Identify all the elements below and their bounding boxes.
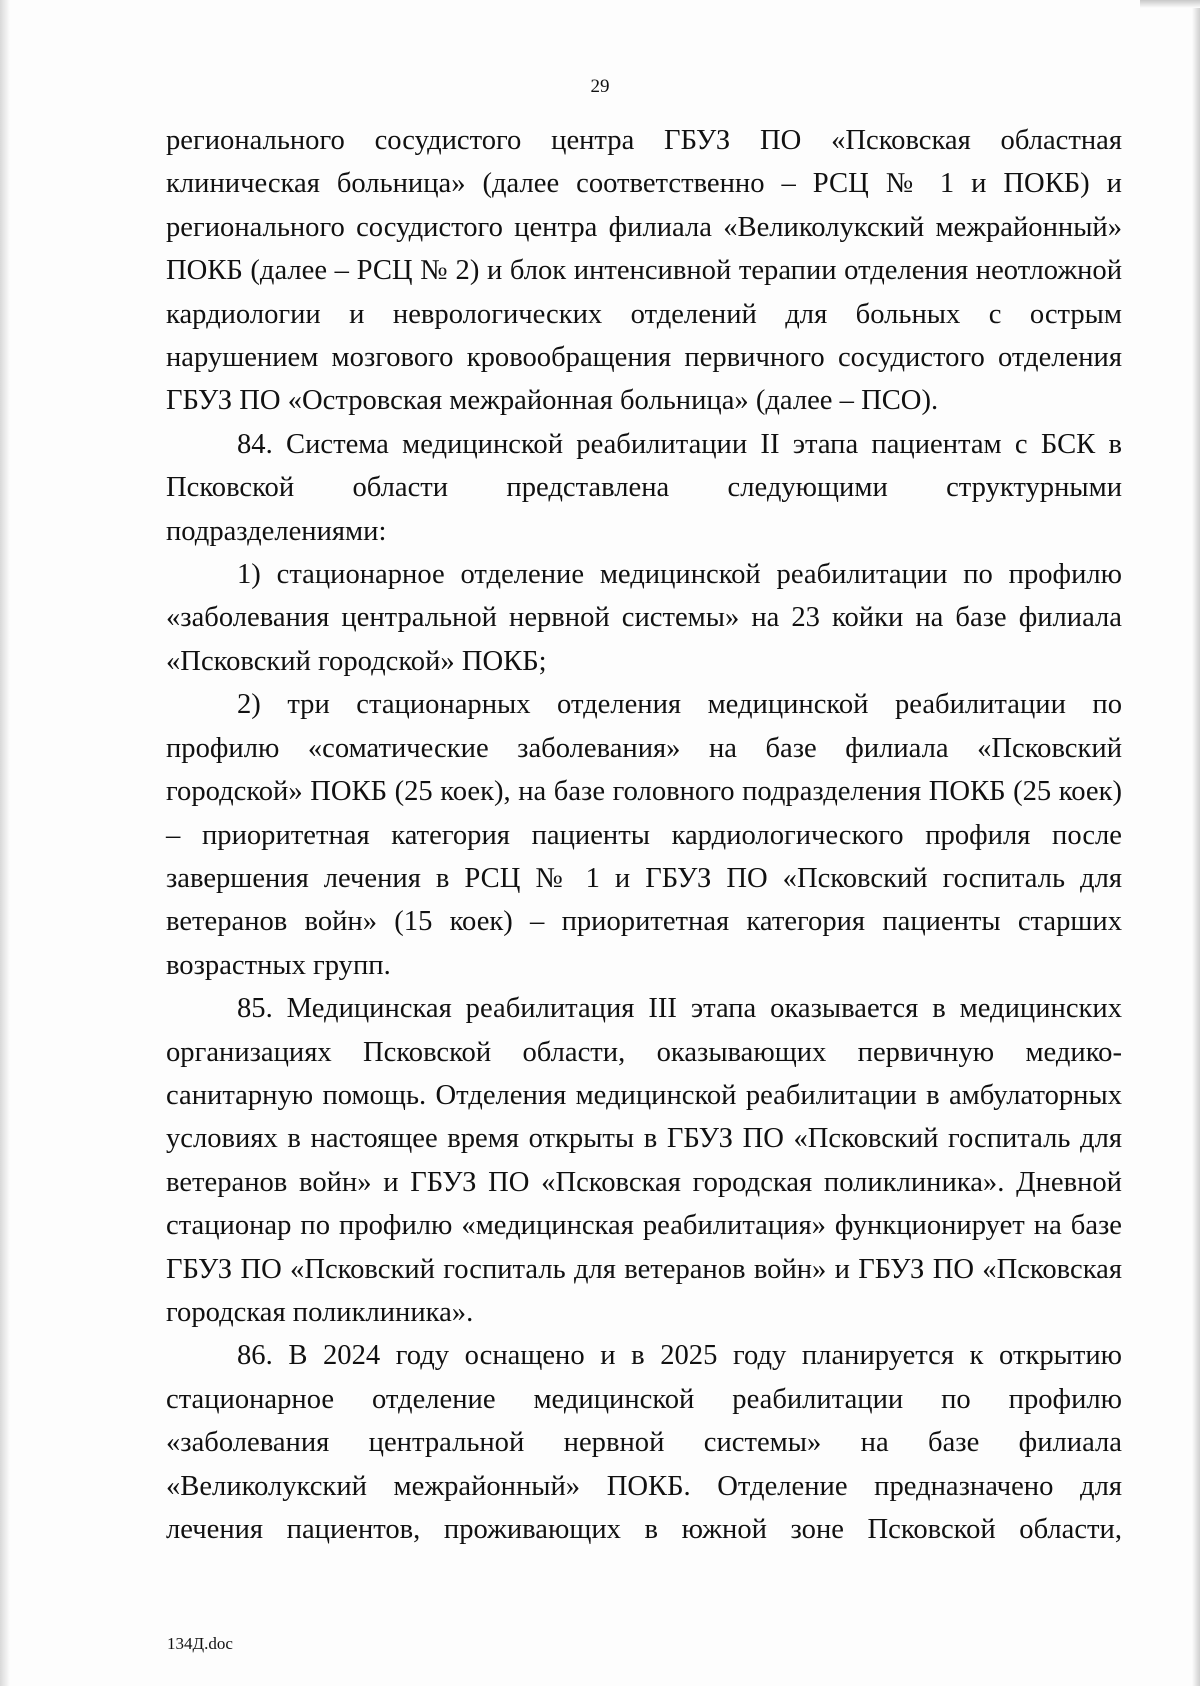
footer-filename: 134Д.doc: [167, 1634, 233, 1653]
document-body: [166, 119, 1122, 1551]
scan-edge-left: [0, 0, 10, 1686]
scan-edge-top: [1140, 0, 1200, 8]
paragraph-84: 84. Система медицинской реабилитации II этапа пациентам с БСК в Псковской области представлена следующими структурными подразделениями:: [166, 428, 1122, 547]
scan-edge-right: [1192, 0, 1200, 1686]
list-item-2: 2) три стационарных отделения медицинской реабилитации по профилю «соматические заболевания» на базе филиала «Псковский городской» ПОКБ (25 коек), на базе головного подразделения ПОКБ (25 коек) – приоритетная категория пациенты кардиологического профиля после завершения лечения в РСЦ № 1 и ГБУЗ ПО «Псковский госпиталь для ветеранов войн» (15 коек) – приоритетная категория пациенты старших возрастных групп.: [166, 689, 1122, 981]
paragraph-85: 85. Медицинская реабилитация III этапа оказывается в медицинских организациях Псковской области, оказывающих первичную медико-санитарную помощь. Отделения медицинской реабилитации в амбулаторных условиях в настоящее время открыты в ГБУЗ ПО «Псковский госпиталь для ветеранов войн» и ГБУЗ ПО «Псковская городская поликлиника». Дневной стационар по профилю «медицинская реабилитация» функционирует на базе ГБУЗ ПО «Псковский госпиталь для ветеранов войн» и ГБУЗ ПО «Псковская городская поликлиника».: [166, 993, 1122, 1328]
list-item-1: 1) стационарное отделение медицинской реабилитации по профилю «заболевания центральной нервной системы» на 23 койки на базе филиала «Псковский городской» ПОКБ;: [166, 559, 1122, 677]
paragraph-86: 86. В 2024 году оснащено и в 2025 году планируется к открытию стационарное отделение медицинской реабилитации по профилю «заболевания центральной нервной системы» на базе филиала «Великолукский межрайонный» ПОКБ. Отделение предназначено для лечения пациентов, проживающих в южной зоне Псковской области,: [166, 1340, 1122, 1545]
page-number: 29: [590, 76, 610, 97]
paragraph-continuation: регионального сосудистого центра ГБУЗ ПО «Псковская областная клиническая больница» (далее соответственно – РСЦ № 1 и ПОКБ) и регионального сосудистого центра филиала «Великолукский межрайонный» ПОКБ (далее – РСЦ № 2) и блок интенсивной терапии отделения неотложной кардиологии и неврологических отделений для больных с острым нарушением мозгового кровообращения первичного сосудистого отделения ГБУЗ ПО «Островская межрайонная больница» (далее – ПСО).: [166, 125, 1122, 417]
